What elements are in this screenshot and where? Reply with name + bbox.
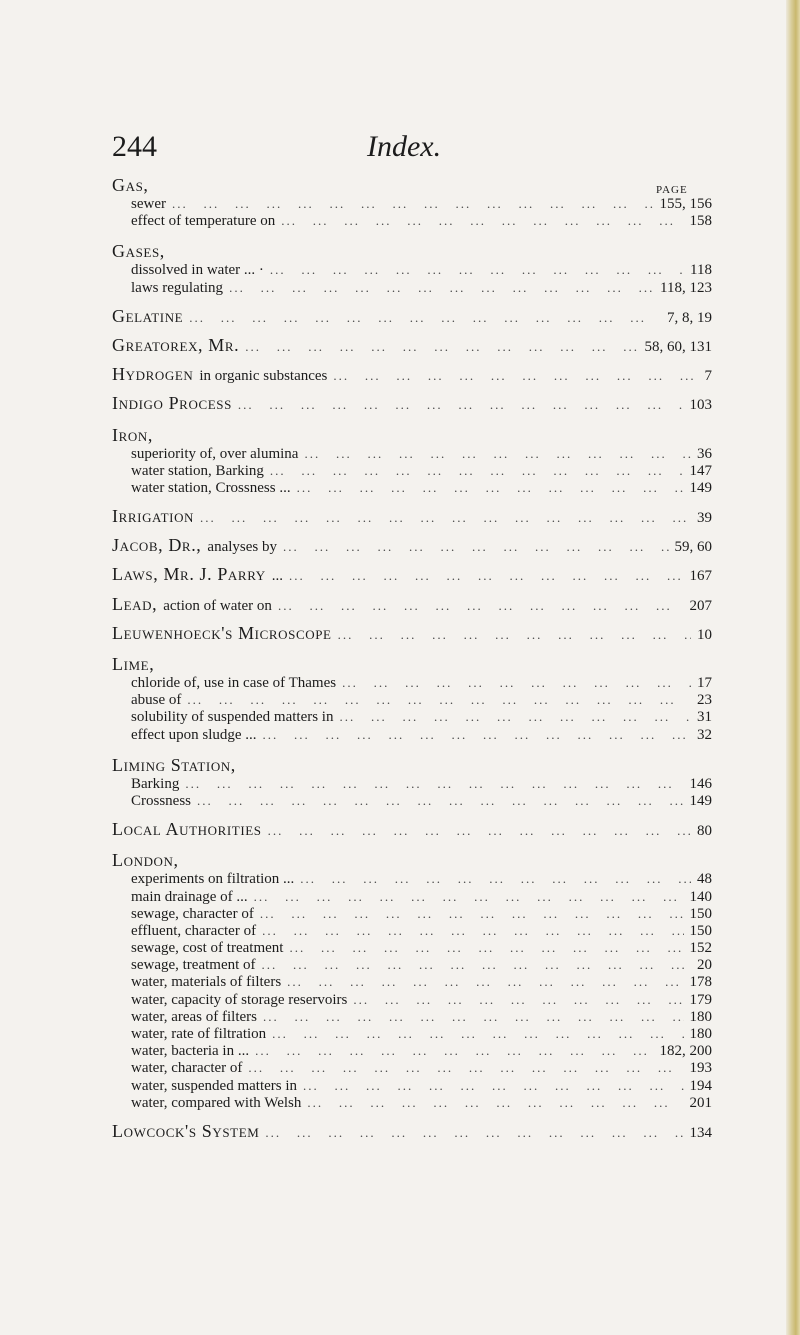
- dot-leader: [187, 691, 691, 708]
- index-subentry: [112, 870, 712, 887]
- subentry-text: Crossness: [131, 792, 192, 809]
- index-subentry: [112, 922, 712, 939]
- page-reference: 180: [689, 1008, 712, 1025]
- dot-leader: [245, 338, 638, 355]
- subentry-text: water, areas of filters: [131, 1008, 257, 1025]
- dot-leader: [200, 509, 691, 526]
- index-subentry: [112, 939, 712, 956]
- page-reference: 59, 60: [674, 539, 712, 556]
- index-entry: [112, 334, 712, 355]
- page-reference: 158: [689, 213, 712, 230]
- page-reference: 149: [689, 479, 712, 496]
- dot-leader: [304, 445, 691, 462]
- index-entry: [112, 566, 712, 583]
- index-term: Gases,: [112, 241, 165, 262]
- index-entry-row: [112, 508, 712, 525]
- index-entry-row: [112, 425, 712, 445]
- subentry-text: main drainage of ...: [131, 888, 248, 905]
- index-term: Greatorex, Mr.: [112, 334, 240, 355]
- dot-leader: [342, 674, 691, 691]
- index-entry-row: [112, 537, 712, 554]
- index-subentry: [112, 991, 712, 1008]
- index-subentry: [112, 708, 712, 725]
- page-number: 244: [112, 130, 157, 163]
- index-term: Lime,: [112, 654, 155, 674]
- dot-leader: [333, 367, 696, 384]
- page-reference: 118, 123: [660, 279, 712, 296]
- dot-leader: [229, 279, 654, 296]
- page-title: Index.: [367, 130, 442, 163]
- index-term: Gelatine: [112, 305, 184, 326]
- index-entry: [112, 366, 712, 383]
- dot-leader: [300, 870, 691, 887]
- dot-leader: [270, 261, 684, 278]
- index-subentry: [112, 1042, 712, 1059]
- subentry-text: effluent, character of: [131, 922, 257, 939]
- index-term: Leuwenhoeck's Microscope: [112, 622, 332, 643]
- index-entry: [112, 593, 712, 614]
- subentry-text: water station, Barking: [131, 462, 264, 479]
- page-column-label: PAGE: [656, 184, 688, 196]
- index-entry: [112, 395, 712, 412]
- index-subentry: [112, 792, 712, 809]
- page-reference: 178: [689, 974, 712, 991]
- index-subentry: [112, 973, 712, 990]
- page-header: [112, 130, 712, 170]
- index-term: Jacob, Dr.,: [112, 535, 202, 556]
- subentry-text: solubility of suspended matters in: [131, 709, 334, 726]
- page-reference: 179: [689, 991, 712, 1008]
- page-reference: 32: [697, 726, 712, 743]
- dot-leader: [262, 922, 683, 939]
- index-entry: [112, 425, 712, 497]
- page-reference: 7: [704, 368, 712, 385]
- dot-leader: [270, 462, 684, 479]
- index-term-qualifier: ...: [271, 568, 283, 585]
- dot-leader: [255, 1042, 653, 1059]
- dot-leader: [283, 538, 669, 555]
- dot-leader: [197, 792, 683, 809]
- page-reference: 167: [689, 568, 712, 585]
- dot-leader: [281, 212, 683, 229]
- dot-leader: [303, 1077, 683, 1094]
- index-entry-row: [112, 395, 712, 412]
- index-term-qualifier: in organic substances: [199, 368, 328, 385]
- index-term: Gas,: [112, 175, 149, 195]
- dot-leader: [262, 956, 691, 973]
- subentry-text: effect upon sludge ...: [131, 726, 257, 743]
- page-reference: 146: [689, 775, 712, 792]
- subentry-text: superiority of, over alumina: [131, 445, 299, 462]
- page-reference: 194: [689, 1077, 712, 1094]
- index-entry-row: [112, 241, 712, 261]
- subentry-text: sewage, character of: [131, 905, 254, 922]
- index-entry-row: [112, 366, 712, 383]
- index-subentry: [112, 279, 712, 296]
- page-reference: 48: [697, 871, 712, 888]
- index-entry-row: [112, 850, 712, 870]
- dot-leader: [278, 597, 684, 614]
- page-reference: 20: [697, 957, 712, 974]
- subentry-text: water, capacity of storage reservoirs: [131, 991, 348, 1008]
- dot-leader: [289, 939, 683, 956]
- index-term: Liming Station,: [112, 754, 236, 775]
- page-reference: 31: [697, 709, 712, 726]
- dot-leader: [353, 991, 683, 1008]
- index-entry: [112, 1120, 712, 1141]
- index-subentry: [112, 888, 712, 905]
- subentry-text: water, rate of filtration: [131, 1026, 267, 1042]
- dot-leader: [263, 726, 691, 743]
- page-reference: 193: [689, 1060, 712, 1077]
- page-reference: 182, 200: [659, 1043, 712, 1060]
- page-reference: 201: [689, 1094, 712, 1111]
- index-term: Iron,: [112, 424, 153, 445]
- index-entry: [112, 850, 712, 1111]
- index-entry: [112, 305, 712, 326]
- subentry-text: experiments on filtration ...: [131, 871, 295, 888]
- index-entry-row: [112, 305, 712, 326]
- subentry-text: sewage, cost of treatment: [131, 940, 284, 957]
- page-reference: 118: [690, 262, 712, 279]
- index-entry: [112, 175, 712, 229]
- subentry-text: abuse of: [131, 692, 182, 709]
- index-subentry: [112, 479, 712, 496]
- index-subentry: [112, 1094, 712, 1111]
- page-reference: 80: [697, 823, 712, 840]
- index-entry-row: [112, 755, 712, 775]
- page-reference: 155, 156: [659, 196, 712, 212]
- subentry-text: sewer: [131, 196, 166, 212]
- dot-leader: [338, 626, 691, 643]
- dot-leader: [289, 567, 684, 584]
- dot-leader: [189, 309, 661, 326]
- index-subentry: [112, 212, 712, 229]
- index-list: [112, 175, 712, 1152]
- index-entry: [112, 755, 712, 809]
- subentry-text: Barking: [131, 775, 180, 792]
- index-term-qualifier: action of water on: [163, 597, 272, 614]
- subentry-text: water station, Crossness ...: [131, 479, 291, 496]
- subentry-text: laws regulating: [131, 279, 224, 296]
- index-entry-row: [112, 654, 712, 674]
- page-reference: 103: [689, 397, 712, 414]
- index-entry: [112, 622, 712, 643]
- index-term: Hydrogen: [112, 364, 194, 385]
- index-subentry: [112, 726, 712, 743]
- index-entry-row: [112, 175, 712, 195]
- page-reference: 140: [689, 888, 712, 905]
- index-term-qualifier: analyses by: [207, 539, 277, 556]
- index-entry: [112, 508, 712, 525]
- index-subentry: [112, 445, 712, 462]
- subentry-text: dissolved in water ... ·: [131, 262, 264, 279]
- page-reference: 134: [689, 1124, 712, 1141]
- dot-leader: [260, 905, 684, 922]
- subentry-text: water, bacteria in ...: [131, 1043, 250, 1060]
- dot-leader: [265, 1124, 683, 1141]
- index-entry-row: [112, 566, 712, 583]
- dot-leader: [287, 973, 683, 990]
- page-reference: 149: [689, 792, 712, 809]
- index-entry-row: [112, 622, 712, 643]
- index-subentry: [112, 462, 712, 479]
- dot-leader: [248, 1059, 683, 1076]
- index-subentry: [112, 905, 712, 922]
- index-subentry: [112, 195, 712, 212]
- dot-leader: [272, 1025, 683, 1042]
- index-subentry: [112, 1025, 712, 1042]
- page-reference: 147: [689, 462, 712, 479]
- index-term: Laws, Mr. J. Parry: [112, 564, 266, 585]
- page-reference: 150: [689, 922, 712, 939]
- subentry-text: effect of temperature on: [131, 213, 276, 230]
- index-term: Lead,: [112, 593, 158, 614]
- index-subentry: [112, 1077, 712, 1094]
- page-reference: 23: [697, 692, 712, 709]
- page-reference: 58, 60, 131: [644, 338, 712, 355]
- index-term: Irrigation: [112, 506, 195, 527]
- index-entry-row: [112, 821, 712, 838]
- page-reference: 10: [697, 626, 712, 643]
- index-term: Indigo Process: [112, 393, 232, 414]
- index-subentry: [112, 674, 712, 691]
- dot-leader: [307, 1094, 683, 1111]
- subentry-text: chloride of, use in case of Thames: [131, 675, 337, 691]
- index-entry-row: [112, 593, 712, 614]
- subentry-text: water, character of: [131, 1060, 243, 1077]
- page-reference: 36: [697, 445, 712, 462]
- index-entry: [112, 241, 712, 295]
- subentry-text: water, materials of filters: [131, 974, 282, 991]
- page-reference: 150: [689, 905, 712, 922]
- dot-leader: [172, 195, 654, 212]
- dot-leader: [297, 479, 684, 496]
- subentry-text: sewage, treatment of: [131, 957, 256, 974]
- index-entry: [112, 821, 712, 838]
- page-reference: 207: [689, 597, 712, 614]
- dot-leader: [268, 822, 691, 839]
- index-term: London,: [112, 850, 179, 871]
- dot-leader: [185, 775, 683, 792]
- index-entry-row: [112, 334, 712, 355]
- index-entry: [112, 654, 712, 743]
- dot-leader: [263, 1008, 684, 1025]
- index-subentry: [112, 956, 712, 973]
- index-subentry: [112, 261, 712, 278]
- page-reference: 152: [689, 940, 712, 957]
- dot-leader: [238, 396, 684, 413]
- subentry-text: water, compared with Welsh: [131, 1094, 302, 1111]
- dot-leader: [339, 708, 691, 725]
- index-term: Local Authorities: [112, 819, 262, 840]
- index-subentry: [112, 691, 712, 708]
- index-subentry: [112, 1008, 712, 1025]
- index-subentry: [112, 775, 712, 792]
- page-reference: 7, 8, 19: [667, 309, 712, 326]
- index-entry: [112, 537, 712, 554]
- index-term: Lowcock's System: [112, 1120, 260, 1141]
- dot-leader: [254, 888, 684, 905]
- page-edge: [786, 0, 800, 1335]
- page-reference: 180: [689, 1026, 712, 1042]
- index-subentry: [112, 1059, 712, 1076]
- index-entry-row: [112, 1120, 712, 1141]
- page-reference: 17: [697, 675, 712, 691]
- subentry-text: water, suspended matters in: [131, 1077, 298, 1094]
- page-reference: 39: [697, 510, 712, 527]
